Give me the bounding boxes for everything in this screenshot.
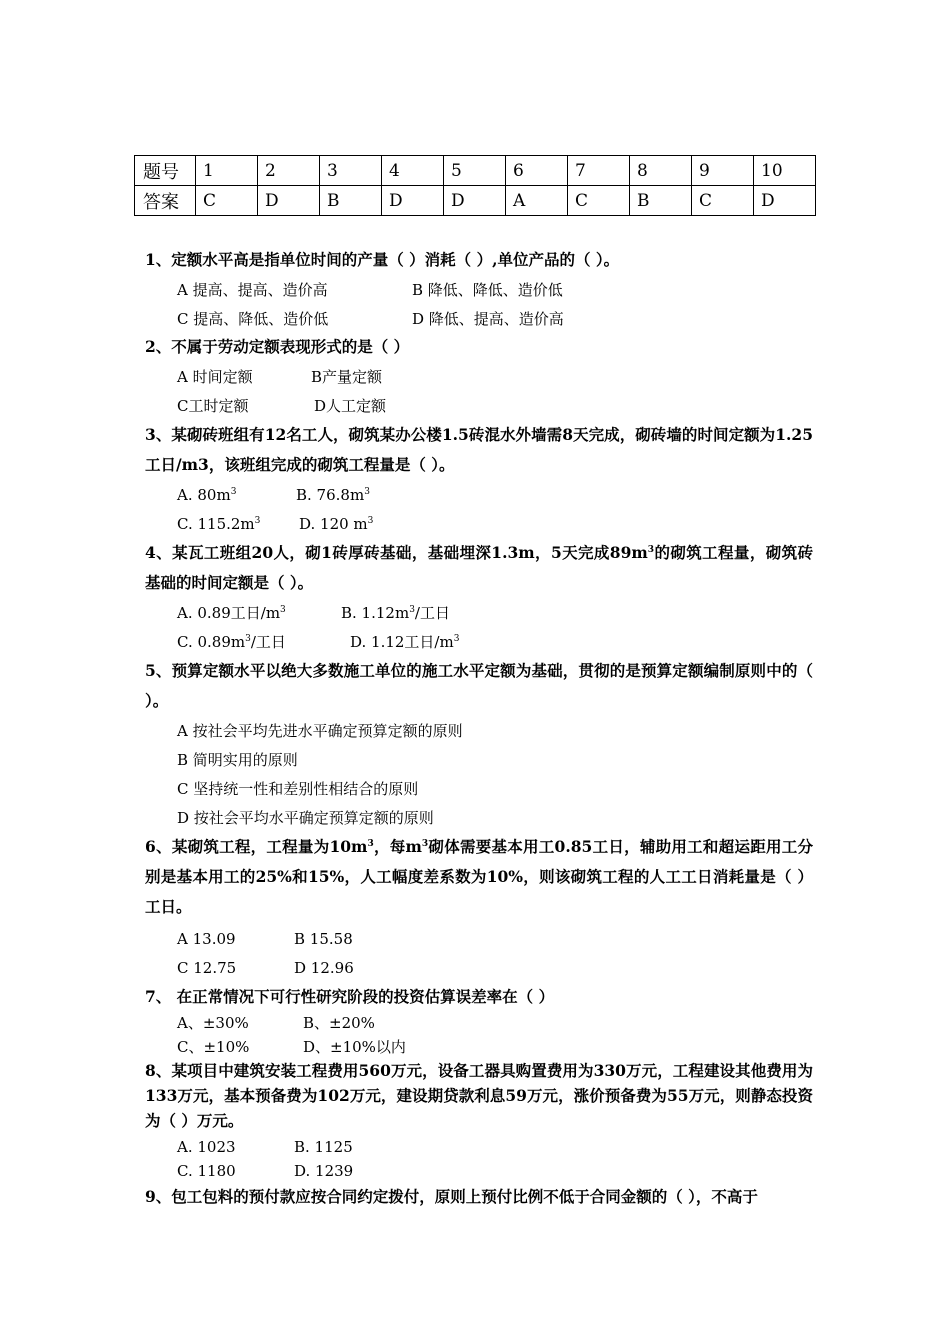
question-4-option-c: C. $0.89m^3/$工日 <box>177 633 286 651</box>
question-8-stem: 8、某项目中建筑安装工程费用560万元，设备工器具购置费用为330万元，工程建设其他费用为133万元，基本预备费为102万元，建设期贷款利息59万元，涨价预备费为55万元，则静态投资为（ ）万元。 <box>145 1061 813 1130</box>
answer-cell: D <box>382 186 444 216</box>
question-4-stem: 4、某瓦工班组20人，砌1砖厚砖基础，基础埋深1.3m，5天完成$89m^3$的砌筑工程量，砌筑砖基础的时间定额是（ ）。 <box>145 543 813 592</box>
question-1-option-d: D 降低、提高、造价高 <box>412 310 564 328</box>
answer-cell: B <box>320 186 382 216</box>
question-4-option-a: A. 0.89工日$/m^3$ <box>177 604 286 622</box>
question-3-stem: 3、某砌砖班组有12名工人，砌筑某办公楼1.5砖混水外墙需8天完成，砌砖墙的时间定额为1.25工日/m3，该班组完成的砌筑工程量是（ ）。 <box>145 425 813 474</box>
question-number-cell: 9 <box>692 156 754 186</box>
answer-header: 答案 <box>135 186 196 216</box>
question-8-option-d: D. 1239 <box>294 1162 354 1180</box>
answer-row <box>135 186 816 216</box>
question-7-option-c: C、±10% <box>177 1038 250 1056</box>
question-2-option-b: B产量定额 <box>311 368 383 386</box>
answer-cell: D <box>754 186 816 216</box>
question-number-cell: 7 <box>568 156 630 186</box>
answer-cell: B <box>630 186 692 216</box>
question-7-option-b: B、±20% <box>303 1014 375 1032</box>
question-1-option-b: B 降低、降低、造价低 <box>412 281 563 299</box>
question-8-option-c: C. 1180 <box>177 1162 236 1180</box>
question-number-cell: 4 <box>382 156 444 186</box>
question-1-option-c: C 提高、降低、造价低 <box>177 310 329 328</box>
question-4-option-b: B. $1.12m^3/$工日 <box>341 604 450 622</box>
question-3-option-d: D. 120 $m^3$ <box>299 515 374 533</box>
question-7-option-a: A、±30% <box>177 1014 249 1032</box>
question-8-option-b: B. 1125 <box>294 1138 353 1156</box>
question-2-option-c: C工时定额 <box>177 397 249 415</box>
question-7-stem: 7、 在正常情况下可行性研究阶段的投资估算误差率在（ ） <box>145 987 555 1006</box>
question-1-stem: 1、定额水平高是指单位时间的产量（ ）消耗（ ）,单位产品的（ ）。 <box>145 250 620 269</box>
question-number-cell: 10 <box>754 156 816 186</box>
question-number-cell: 3 <box>320 156 382 186</box>
answer-key-table <box>134 155 816 216</box>
question-number-cell: 2 <box>258 156 320 186</box>
question-3-option-b: B. $76.8m^3$ <box>296 486 370 504</box>
question-7-option-d: D、±10%以内 <box>303 1038 406 1056</box>
question-5-stem: 5、预算定额水平以绝大多数施工单位的施工水平定额为基础，贯彻的是预算定额编制原则中的（ ）。 <box>145 661 813 710</box>
answer-cell: D <box>258 186 320 216</box>
question-number-cell: 8 <box>630 156 692 186</box>
answer-cell: A <box>506 186 568 216</box>
question-number-cell: 6 <box>506 156 568 186</box>
question-5-option-c: C 坚持统一性和差别性相结合的原则 <box>177 780 419 798</box>
question-4-option-d: D. 1.12工日$/m^3$ <box>350 633 460 651</box>
question-8-option-a: A. 1023 <box>177 1138 236 1156</box>
question-number-row <box>135 156 816 186</box>
question-2-option-d: D人工定额 <box>314 397 387 415</box>
question-2-stem: 2、不属于劳动定额表现形式的是（ ） <box>145 337 410 356</box>
question-6-option-c: C 12.75 <box>177 959 237 977</box>
question-5-option-d: D 按社会平均水平确定预算定额的原则 <box>177 809 434 827</box>
question-5-option-a: A 按社会平均先进水平确定预算定额的原则 <box>177 722 463 740</box>
question-2-option-a: A 时间定额 <box>177 368 253 386</box>
question-6-option-d: D 12.96 <box>294 959 354 977</box>
question-3-option-a: A. $80m^3$ <box>177 486 237 504</box>
question-5-option-b: B 简明实用的原则 <box>177 751 298 769</box>
answer-cell: D <box>444 186 506 216</box>
question-6-stem: 6、某砌筑工程，工程量为$10m^3$，每$m^3$砌体需要基本用工0.85工日，辅助用工和超运距用工分别是基本用工的25%和15%，人工幅度差系数为10%，则该砌筑工程的人工工日消耗量是（ ）工日。 <box>145 837 813 916</box>
question-6-option-b: B 15.58 <box>294 930 353 948</box>
question-3-option-c: C. $115.2m^3$ <box>177 515 261 533</box>
question-1-option-a: A 提高、提高、造价高 <box>177 281 328 299</box>
answer-cell: C <box>196 186 258 216</box>
question-number-header: 题号 <box>135 156 196 186</box>
question-6-option-a: A 13.09 <box>177 930 236 948</box>
question-number-cell: 1 <box>196 156 258 186</box>
question-number-cell: 5 <box>444 156 506 186</box>
answer-cell: C <box>692 186 754 216</box>
answer-cell: C <box>568 186 630 216</box>
question-9-stem: 9、包工包料的预付款应按合同约定拨付，原则上预付比例不低于合同金额的（ ），不高于 <box>145 1187 758 1206</box>
